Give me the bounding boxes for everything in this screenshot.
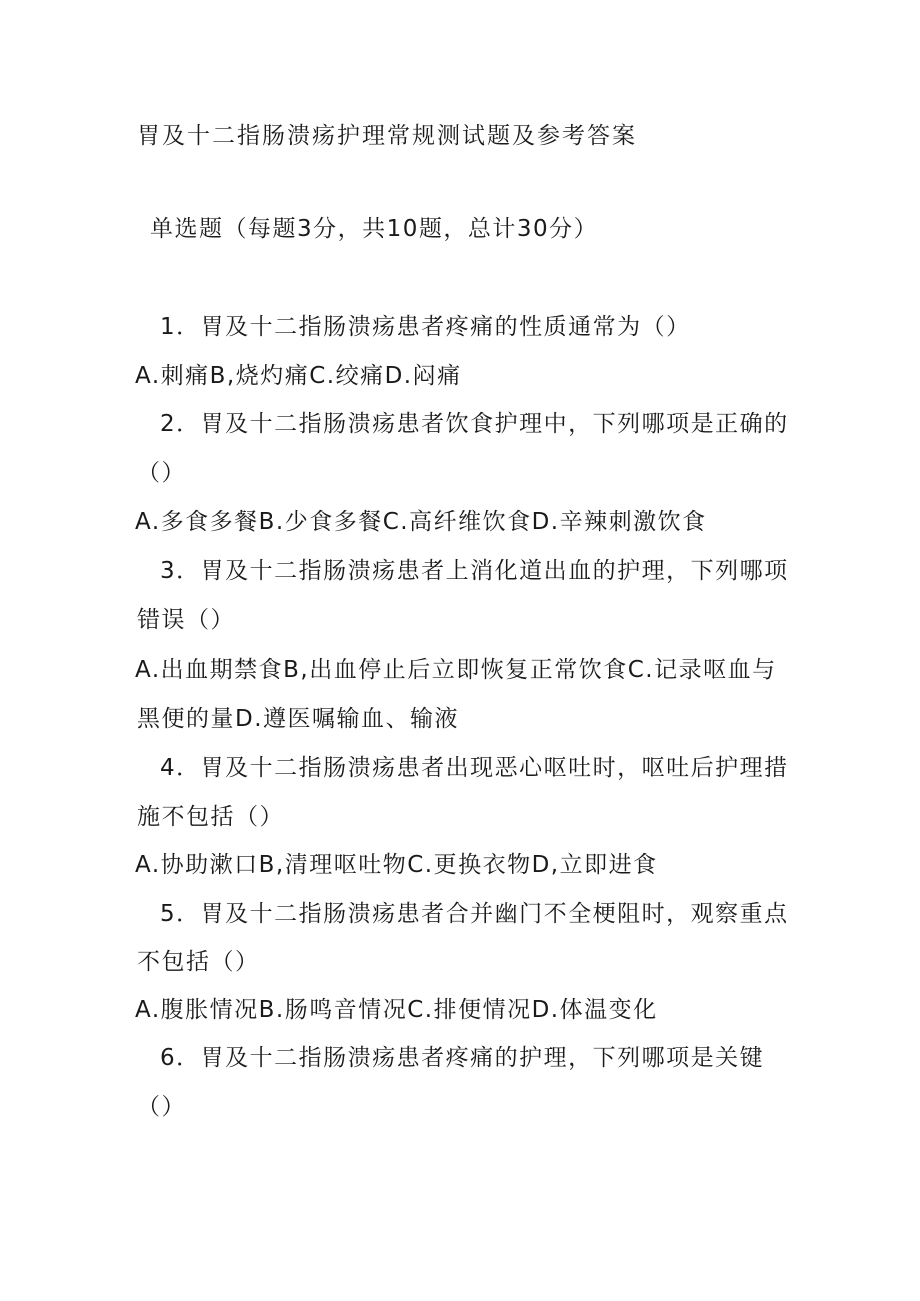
question-3-stem-cont: 错误（） <box>137 607 235 633</box>
question-3-options-cont: 黑便的量D.遵医嘱输血、输液 <box>137 706 460 732</box>
question-4-stem-cont: 施不包括（） <box>137 804 284 830</box>
question-5-options: A.腹胀情况B.肠鸣音情况C.排便情况D.体温变化 <box>135 997 658 1023</box>
question-4-options: A.协助漱口B,清理呕吐物C.更换衣物D,立即进食 <box>135 852 658 878</box>
question-4-stem: 4．胃及十二指肠溃疡患者出现恶心呕吐时，呕吐后护理措 <box>160 755 789 781</box>
question-6-stem: 6．胃及十二指肠溃疡患者疼痛的护理，下列哪项是关键 <box>160 1045 765 1071</box>
question-3-stem: 3．胃及十二指肠溃疡患者上消化道出血的护理，下列哪项 <box>160 558 789 584</box>
question-2-stem-cont: （） <box>137 460 186 486</box>
question-6-stem-cont: （） <box>137 1094 186 1120</box>
question-2-options: A.多食多餐B.少食多餐C.高纤维饮食D.辛辣刺激饮食 <box>135 509 707 535</box>
question-5-stem-cont: 不包括（） <box>137 949 260 975</box>
question-1-stem: 1．胃及十二指肠溃疡患者疼痛的性质通常为（） <box>160 314 691 340</box>
question-5-stem: 5．胃及十二指肠溃疡患者合并幽门不全梗阻时，观察重点 <box>160 901 789 927</box>
question-3-options: A.出血期禁食B,出血停止后立即恢复正常饮食C.记录呕血与 <box>135 657 777 683</box>
section-heading: 单选题（每题3分，共10题，总计30分） <box>150 216 599 242</box>
document-title: 胃及十二指肠溃疡护理常规测试题及参考答案 <box>137 123 637 149</box>
question-1-options: A.刺痛B,烧灼痛C.绞痛D.闷痛 <box>135 363 462 389</box>
question-2-stem: 2．胃及十二指肠溃疡患者饮食护理中，下列哪项是正确的 <box>160 411 789 437</box>
